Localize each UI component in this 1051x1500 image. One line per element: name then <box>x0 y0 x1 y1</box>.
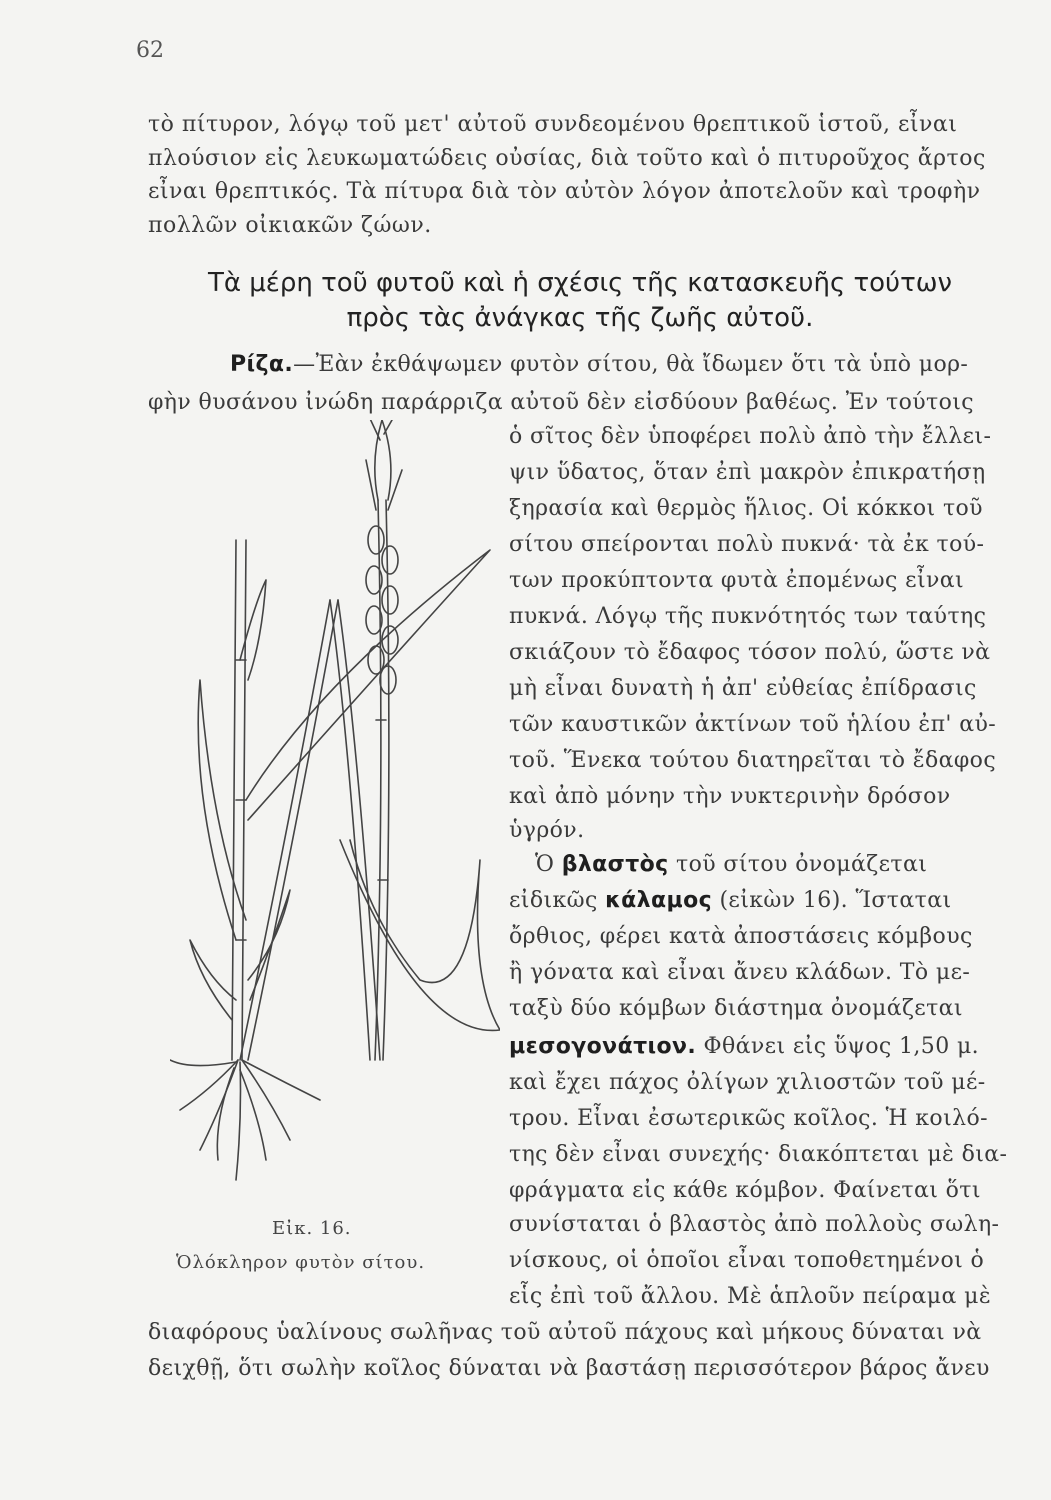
text-fragment: Φθάνει εἰς ὕψος 1,50 μ. <box>696 1034 980 1059</box>
term-kalamos: κάλαμος <box>605 888 713 913</box>
figure-caption: Ὁλόκληρον φυτὸν σίτου. <box>176 1252 426 1273</box>
stem-icon <box>232 500 389 1060</box>
text-line: τοῦ. Ἕνεκα τούτου διατηρεῖται τὸ ἔδαφος <box>509 748 997 773</box>
text-line: σίτου σπείρονται πολὺ πυκνά· τὰ ἐκ τού- <box>509 532 985 557</box>
text-line: συνίσταται ὁ βλαστὸς ἀπὸ πολλοὺς σωλη- <box>509 1212 1000 1237</box>
text-line: καὶ ἔχει πάχος ὀλίγων χιλιοστῶν τοῦ μέ- <box>509 1070 986 1095</box>
page-number: 62 <box>136 38 164 63</box>
heading-line-2: πρὸς τὰς ἀνάγκας τῆς ζωῆς αὐτοῦ. <box>346 303 814 333</box>
intro-paragraph: τὸ πίτυρον, λόγῳ τοῦ μετ' αὐτοῦ συνδεομένου θρεπτικοῦ ἱστοῦ, εἶναι πλούσιον εἰς λευκωματώδεις οὐσίας, διὰ τοῦτο καὶ ὁ πιτυροῦχος ἄρτος εἶναι θρεπτικός. Τὰ πίτυρα διὰ τὸν αὐτὸν λόγον ἀποτελοῦν καὶ τροφὴν πολλῶν οἰκιακῶν ζώων. <box>148 112 986 238</box>
text-line: ὄρθιος, φέρει κατὰ ἀποστάσεις κόμβους <box>509 924 973 949</box>
text-line: ταξὺ δύο κόμβων διάστημα ὀνομάζεται <box>509 996 963 1021</box>
text-fragment: τοῦ σίτου ὀνομάζεται <box>668 852 928 877</box>
text-line: τῶν καυστικῶν ἀκτίνων τοῦ ἡλίου ἐπ' αὐ- <box>509 712 997 737</box>
text-line: δειχθῇ, ὅτι σωλὴν κοῖλος δύναται νὰ βαστάσῃ περισσότερον βάρος ἄνευ <box>148 1356 990 1381</box>
text-line <box>230 352 1051 377</box>
text-line: τρου. Εἶναι ἐσωτερικῶς κοῖλος. Ἡ κοιλό- <box>509 1106 988 1131</box>
term-riza: Ρίζα. <box>230 352 294 377</box>
text-line: νίσκους, οἱ ὁποῖοι εἶναι τοποθετημένοι ὁ <box>509 1248 985 1273</box>
roots-icon <box>170 1060 320 1180</box>
text-line <box>509 888 1019 913</box>
term-blastos: βλαστὸς <box>561 852 669 877</box>
section-heading <box>120 266 1040 336</box>
text-fragment: —Ἐὰν ἐκθάψωμεν φυτὸν σίτου, θὰ ἴδωμεν ὅτι τὰ ὑπὸ μορ- <box>293 352 969 377</box>
text-line: ψιν ὕδατος, ὅταν ἐπὶ μακρὸν ἐπικρατήσῃ <box>509 460 986 485</box>
wheat-plant-illustration <box>170 420 500 1220</box>
text-line: μὴ εἶναι δυνατὴ ἡ ἀπ' εὐθείας ἐπίδρασις <box>509 676 977 701</box>
text-fragment: εἰδικῶς <box>509 888 606 913</box>
text-line <box>535 852 1045 877</box>
leaf-icon <box>190 550 500 1030</box>
text-line: των προκύπτοντα φυτὰ ἐπομένως εἶναι <box>509 568 965 593</box>
heading-line-1: Τὰ μέρη τοῦ φυτοῦ καὶ ἡ σχέσις τῆς κατασκευῆς τούτων <box>207 268 953 298</box>
text-line: της δὲν εἶναι συνεχής· διακόπτεται μὲ δια- <box>509 1142 1008 1167</box>
text-fragment: Ὁ <box>535 852 562 877</box>
text-line: καὶ ἀπὸ μόνην τὴν νυκτερινὴν δρόσον <box>509 784 951 809</box>
text-line: σκιάζουν τὸ ἔδαφος τόσον πολύ, ὥστε νὰ <box>509 640 991 665</box>
text-line <box>509 1034 1019 1059</box>
text-line: ξηρασία καὶ θερμὸς ἥλιος. Οἱ κόκκοι τοῦ <box>509 496 983 521</box>
term-mesogonation: μεσογονάτιον. <box>509 1034 697 1059</box>
text-line: φὴν θυσάνου ἰνώδη παράρριζα αὐτοῦ δὲν εἰσδύουν βαθέως. Ἐν τούτοις <box>148 390 974 415</box>
figure-number: Εἰκ. 16. <box>272 1218 352 1239</box>
text-line: ὁ σῖτος δὲν ὑποφέρει πολὺ ἀπὸ τὴν ἔλλει- <box>509 424 992 449</box>
text-line: φράγματα εἰς κάθε κόμβον. Φαίνεται ὅτι <box>509 1178 981 1203</box>
text-line: ἢ γόνατα καὶ εἶναι ἄνευ κλάδων. Τὸ με- <box>509 960 971 985</box>
text-fragment: (εἰκὼν 16). Ἵσταται <box>712 888 952 913</box>
text-line: διαφόρους ὑαλίνους σωλῆνας τοῦ αὐτοῦ πάχους καὶ μήκους δύναται νὰ <box>148 1320 982 1345</box>
text-line: ὑγρόν. <box>509 818 585 843</box>
text-line: εἷς ἐπὶ τοῦ ἄλλου. Μὲ ἁπλοῦν πείραμα μὲ <box>509 1284 992 1309</box>
text-line: πυκνά. Λόγῳ τῆς πυκνότητός των ταύτης <box>509 604 987 629</box>
